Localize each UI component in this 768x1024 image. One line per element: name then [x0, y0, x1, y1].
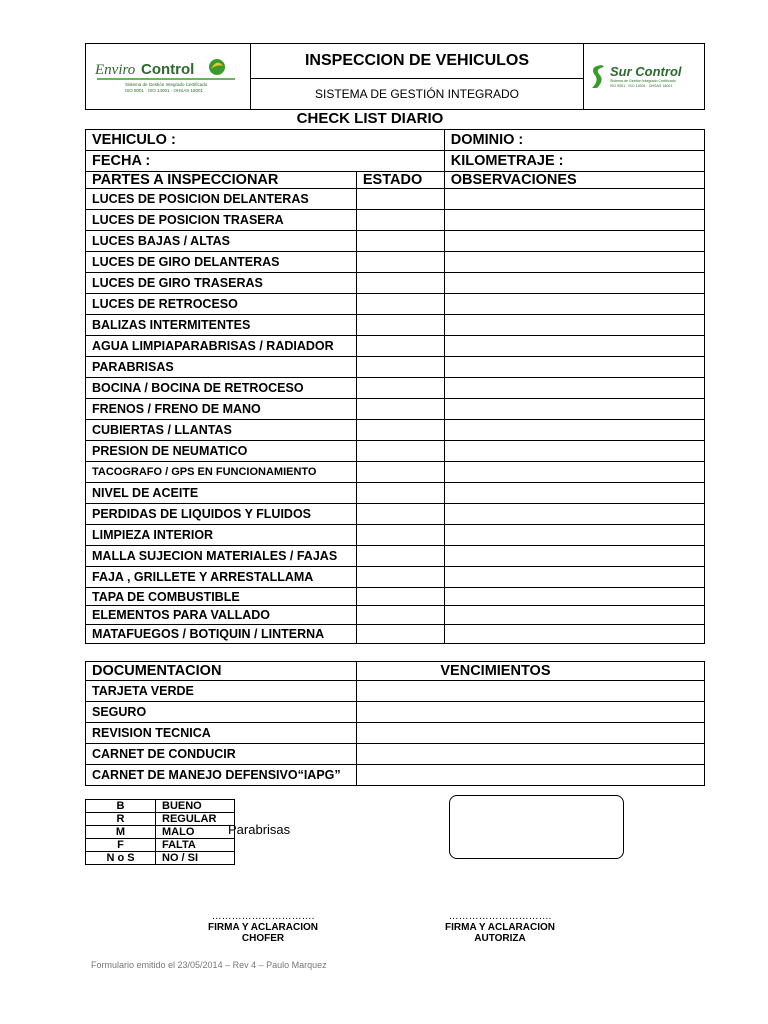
- fecha-field[interactable]: FECHA :: [86, 151, 445, 172]
- col-header-observaciones: OBSERVACIONES: [444, 172, 704, 189]
- vencimiento-cell[interactable]: [356, 765, 704, 786]
- envirocontrol-logo-cell: [86, 44, 251, 109]
- observaciones-cell[interactable]: [444, 546, 704, 567]
- observaciones-cell[interactable]: [444, 210, 704, 231]
- signature-autoriza-label1: FIRMA Y ACLARACION: [445, 922, 555, 933]
- estado-cell[interactable]: [356, 189, 444, 210]
- observaciones-cell[interactable]: [444, 399, 704, 420]
- signature-chofer-label2: CHOFER: [241, 933, 285, 944]
- observaciones-cell[interactable]: [444, 252, 704, 273]
- vehiculo-field[interactable]: VEHICULO :: [86, 130, 445, 151]
- checklist-row: [86, 231, 705, 252]
- estado-cell[interactable]: [356, 588, 444, 606]
- checklist-item-label: AGUA LIMPIAPARABRISAS / RADIADOR: [86, 336, 357, 357]
- estado-cell[interactable]: [356, 231, 444, 252]
- checklist-row: [86, 625, 705, 644]
- checklist-row: [86, 588, 705, 606]
- documentation-item-label: TARJETA VERDE: [86, 681, 357, 702]
- estado-cell[interactable]: [356, 525, 444, 546]
- legend-code: B: [86, 800, 156, 813]
- logo-sur-name: Sur Control: [610, 64, 682, 79]
- legend-meaning: NO / SI: [156, 852, 235, 865]
- observaciones-cell[interactable]: [444, 483, 704, 504]
- signature-autoriza-label2: AUTORIZA: [474, 933, 526, 944]
- observaciones-cell[interactable]: [444, 504, 704, 525]
- checklist-row: [86, 399, 705, 420]
- observaciones-cell[interactable]: [444, 336, 704, 357]
- vencimiento-cell[interactable]: [356, 723, 704, 744]
- checklist-item-label: FAJA , GRILLETE Y ARRESTALLAMA: [86, 567, 357, 588]
- legend-meaning: FALTA: [156, 839, 235, 852]
- checklist-item-label: ELEMENTOS PARA VALLADO: [86, 606, 357, 625]
- legend-meaning: REGULAR: [156, 813, 235, 826]
- observaciones-cell[interactable]: [444, 525, 704, 546]
- legend-table: [85, 799, 235, 865]
- logo-sur-line2: ISO 9001 · ISO 14001 · OHSAS 18001: [610, 84, 673, 88]
- checklist-item-label: LIMPIEZA INTERIOR: [86, 525, 357, 546]
- checklist-item-label: PRESION DE NEUMATICO: [86, 441, 357, 462]
- observaciones-cell[interactable]: [444, 588, 704, 606]
- signature-line: ………………………….: [211, 911, 315, 922]
- legend-row: [86, 800, 235, 813]
- checklist-row: [86, 462, 705, 483]
- checklist-row: [86, 273, 705, 294]
- observaciones-cell[interactable]: [444, 567, 704, 588]
- vencimiento-cell[interactable]: [356, 744, 704, 765]
- estado-cell[interactable]: [356, 315, 444, 336]
- estado-cell[interactable]: [356, 606, 444, 625]
- estado-cell[interactable]: [356, 294, 444, 315]
- legend-row: [86, 852, 235, 865]
- vencimiento-cell[interactable]: [356, 681, 704, 702]
- observaciones-cell[interactable]: [444, 441, 704, 462]
- observaciones-cell[interactable]: [444, 273, 704, 294]
- checklist-item-label: LUCES BAJAS / ALTAS: [86, 231, 357, 252]
- logo-env-name2: Control: [141, 61, 195, 78]
- legend-row: [86, 839, 235, 852]
- signature-chofer-label1: FIRMA Y ACLARACION: [208, 922, 318, 933]
- vencimiento-cell[interactable]: [356, 702, 704, 723]
- checklist-row: [86, 504, 705, 525]
- observaciones-cell[interactable]: [444, 357, 704, 378]
- page-subtitle: SISTEMA DE GESTIÓN INTEGRADO: [314, 87, 520, 101]
- document-header: [85, 43, 705, 110]
- signature-chofer[interactable]: [180, 911, 346, 944]
- estado-cell[interactable]: [356, 625, 444, 644]
- checklist-item-label: NIVEL DE ACEITE: [86, 483, 357, 504]
- signature-autoriza[interactable]: [417, 911, 583, 944]
- estado-cell[interactable]: [356, 210, 444, 231]
- legend-row: [86, 813, 235, 826]
- checklist-row: [86, 606, 705, 625]
- documentation-row: [86, 723, 705, 744]
- checklist-row: [86, 525, 705, 546]
- checklist-item-label: TAPA DE COMBUSTIBLE: [86, 588, 357, 606]
- estado-cell[interactable]: [356, 483, 444, 504]
- parabrisas-label: Parabrisas: [228, 822, 291, 837]
- estado-cell[interactable]: [356, 441, 444, 462]
- checklist-row: [86, 210, 705, 231]
- checklist-item-label: MALLA SUJECION MATERIALES / FAJAS: [86, 546, 357, 567]
- observaciones-cell[interactable]: [444, 315, 704, 336]
- checklist-row: [86, 441, 705, 462]
- checklist-item-label: PARABRISAS: [86, 357, 357, 378]
- checklist-row: [86, 546, 705, 567]
- observaciones-cell[interactable]: [444, 231, 704, 252]
- documentation-table: [85, 661, 705, 786]
- documentation-item-label: REVISION TECNICA: [86, 723, 357, 744]
- documentation-item-label: CARNET DE MANEJO DEFENSIVO“IAPG”: [86, 765, 357, 786]
- col-header-partes: PARTES A INSPECCIONAR: [86, 172, 357, 189]
- checklist-item-label: BOCINA / BOCINA DE RETROCESO: [86, 378, 357, 399]
- estado-cell[interactable]: [356, 567, 444, 588]
- dominio-field[interactable]: DOMINIO :: [444, 130, 704, 151]
- logo-env-name1: Enviro: [95, 62, 136, 78]
- parabrisas-diagram-box[interactable]: [449, 795, 624, 859]
- checklist-title: CHECK LIST DIARIO: [296, 110, 444, 127]
- checklist-item-label: LUCES DE GIRO DELANTERAS: [86, 252, 357, 273]
- col-header-estado: ESTADO: [356, 172, 444, 189]
- legend-code: R: [86, 813, 156, 826]
- documentation-item-label: SEGURO: [86, 702, 357, 723]
- logo-sur-line1: Sistema de Gestión Integrado Certificado: [610, 79, 676, 83]
- observaciones-cell[interactable]: [444, 294, 704, 315]
- surcontrol-logo-cell: [583, 44, 704, 109]
- checklist-row: [86, 567, 705, 588]
- legend-meaning: BUENO: [156, 800, 235, 813]
- form-footer: Formulario emitido el 23/05/2014 – Rev 4 – Paulo Marquez: [91, 960, 327, 970]
- documentation-row: [86, 765, 705, 786]
- vencimientos-header: VENCIMIENTOS: [356, 662, 704, 681]
- observaciones-cell[interactable]: [444, 606, 704, 625]
- estado-cell[interactable]: [356, 336, 444, 357]
- checklist-row: [86, 357, 705, 378]
- documentation-row: [86, 744, 705, 765]
- checklist-row: [86, 378, 705, 399]
- observaciones-cell[interactable]: [444, 625, 704, 644]
- estado-cell[interactable]: [356, 504, 444, 525]
- surcontrol-logo: [588, 62, 700, 92]
- documentation-row: [86, 702, 705, 723]
- observaciones-cell[interactable]: [444, 189, 704, 210]
- documentation-item-label: CARNET DE CONDUCIR: [86, 744, 357, 765]
- checklist-item-label: LUCES DE RETROCESO: [86, 294, 357, 315]
- legend-code: F: [86, 839, 156, 852]
- legend-code: N o S: [86, 852, 156, 865]
- checklist-item-label: FRENOS / FRENO DE MANO: [86, 399, 357, 420]
- checklist-row: [86, 420, 705, 441]
- observaciones-cell[interactable]: [444, 420, 704, 441]
- estado-cell[interactable]: [356, 462, 444, 483]
- legend-meaning: MALO: [156, 826, 235, 839]
- page-title: INSPECCION DE VEHICULOS: [251, 44, 583, 79]
- checklist-item-label: MATAFUEGOS / BOTIQUIN / LINTERNA: [86, 625, 357, 644]
- documentacion-header: DOCUMENTACION: [86, 662, 357, 681]
- checklist-item-label: BALIZAS INTERMITENTES: [86, 315, 357, 336]
- checklist-item-label: LUCES DE POSICION TRASERA: [86, 210, 357, 231]
- checklist-row: [86, 189, 705, 210]
- estado-cell[interactable]: [356, 546, 444, 567]
- legend-code: M: [86, 826, 156, 839]
- documentation-row: [86, 681, 705, 702]
- estado-cell[interactable]: [356, 357, 444, 378]
- checklist-table: [85, 129, 705, 644]
- checklist-item-label: LUCES DE POSICION DELANTERAS: [86, 189, 357, 210]
- signature-line: ………………………….: [448, 911, 552, 922]
- checklist-row: [86, 252, 705, 273]
- logo-env-line1: Sistema de Gestión Integrado Certificado: [125, 82, 208, 87]
- logo-env-line2: ISO 9001 · ISO 14001 · OHSAS 18001: [125, 88, 204, 93]
- estado-cell[interactable]: [356, 252, 444, 273]
- observaciones-cell[interactable]: [444, 378, 704, 399]
- checklist-row: [86, 336, 705, 357]
- checklist-row: [86, 294, 705, 315]
- estado-cell[interactable]: [356, 273, 444, 294]
- observaciones-cell[interactable]: [444, 462, 704, 483]
- checklist-row: [86, 483, 705, 504]
- legend-row: [86, 826, 235, 839]
- checklist-item-label: TACOGRAFO / GPS EN FUNCIONAMIENTO: [86, 462, 357, 483]
- estado-cell[interactable]: [356, 420, 444, 441]
- estado-cell[interactable]: [356, 399, 444, 420]
- kilometraje-field[interactable]: KILOMETRAJE :: [444, 151, 704, 172]
- checklist-item-label: PERDIDAS DE LIQUIDOS Y FLUIDOS: [86, 504, 357, 525]
- checklist-item-label: LUCES DE GIRO TRASERAS: [86, 273, 357, 294]
- checklist-row: [86, 315, 705, 336]
- envirocontrol-logo: [95, 54, 241, 100]
- estado-cell[interactable]: [356, 378, 444, 399]
- checklist-item-label: CUBIERTAS / LLANTAS: [86, 420, 357, 441]
